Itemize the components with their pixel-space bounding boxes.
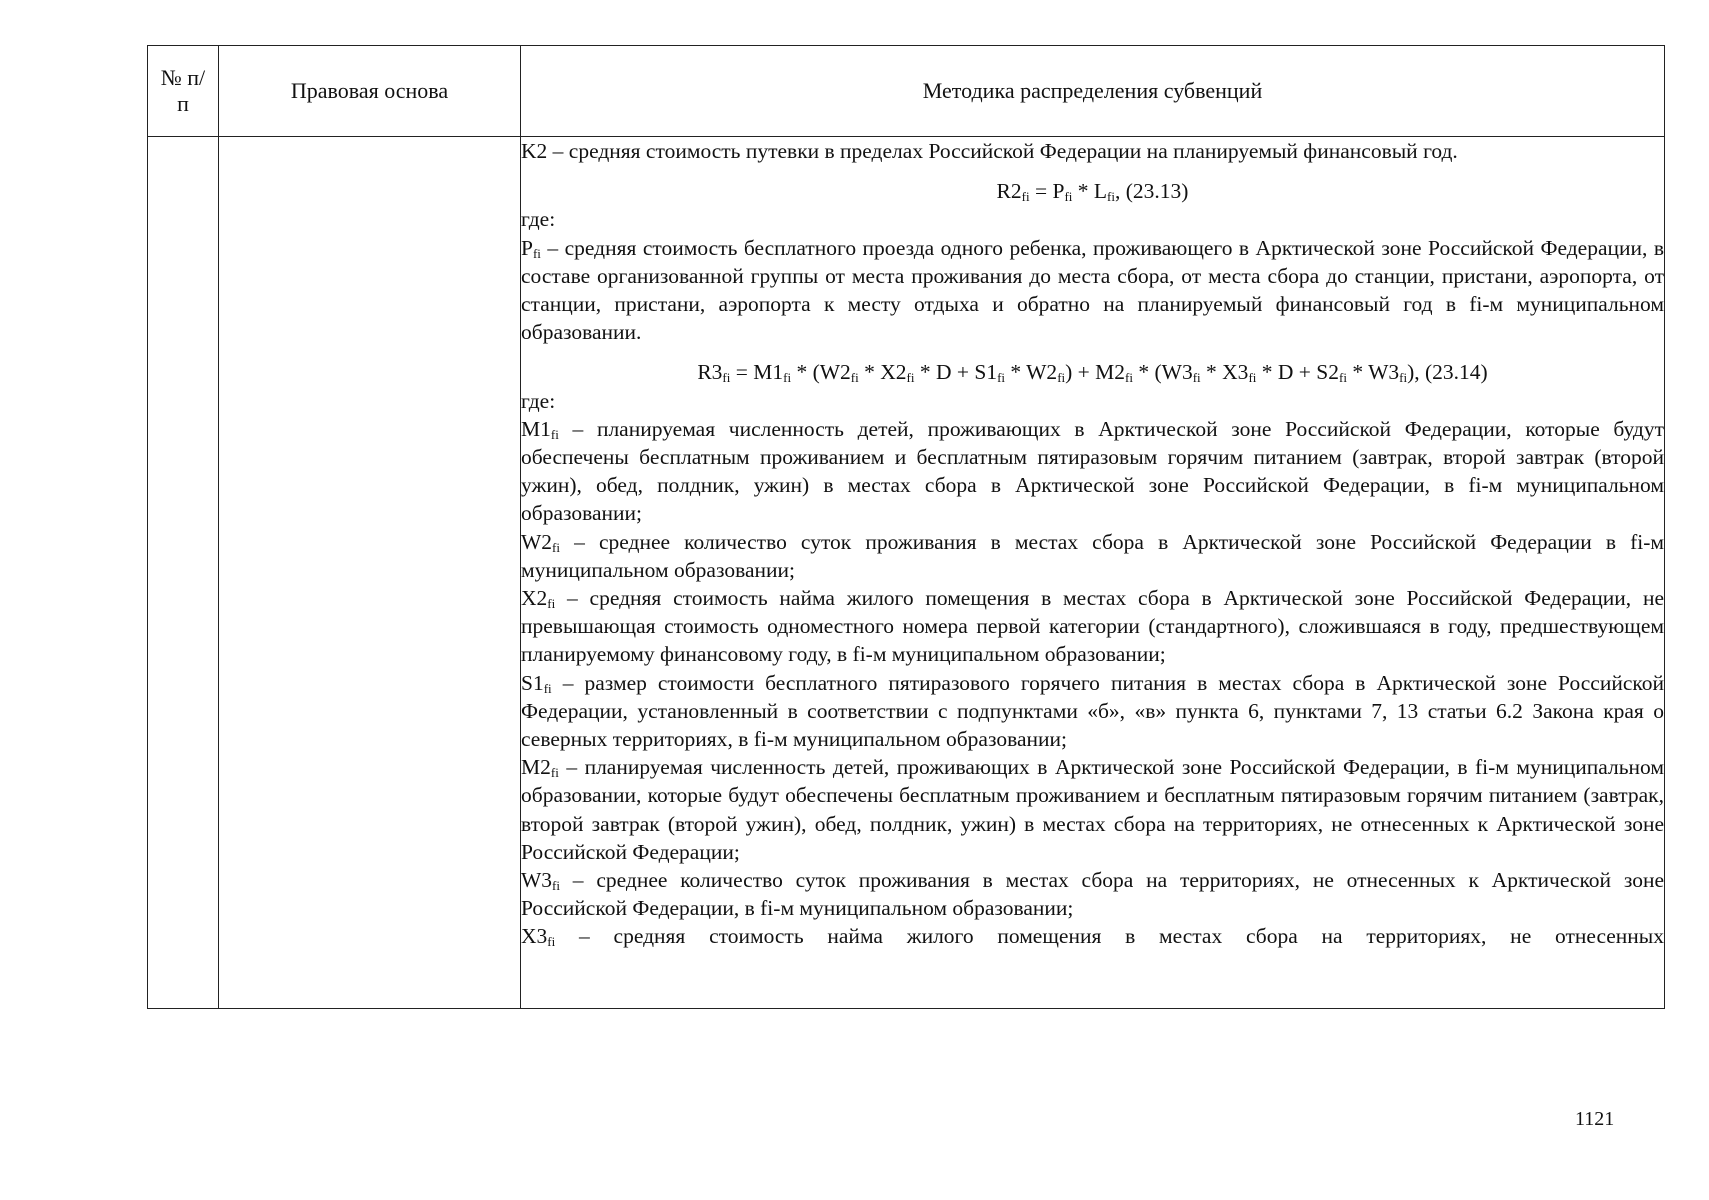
table-row [148,137,1665,1009]
formula-23-14: $R3_{fi} = M1_{fi} * (W2_{fi} * X2_{fi} * D + S1_{fi} * W2_{fi}) + M2_{fi} * (W3_{fi} * X3_{fi} * D + S2_{fi} * W3_{fi})$, (23.14) [697,360,1488,386]
m2-definition: $M2_{fi}$ – планируемая численность детей, проживающих в Арктической зоне Российской Федерации, в fi-м муниципальном образовании, которые будут обеспечены бесплатным проживанием и бесплатным пятиразовым горячим питанием (завтрак, второй завтрак (второй ужин), обед, полдник, ужин) в местах сбора на территориях, не отнесенных к Арктической зоне Российской Федерации; [521,755,1665,864]
x3-definition: $X3_{fi}$ – средняя стоимость найма жилого помещения в местах сбора на территориях, не отнесенных [521,924,1665,950]
cell-legal-basis [219,137,521,1009]
p-definition: $P_{fi}$ – средняя стоимость бесплатного проезда одного ребенка, проживающего в Арктической зоне Российской Федерации, в составе организованной группы от места проживания до места сбора, от места сбора до станции, пристани, аэропорта, от станции, пристани, аэропорта к месту отдыха и обратно на планируемый финансовый год в fi-м муниципальном образовании. [521,235,1665,345]
where-label: где: [521,207,556,232]
where-label: где: [521,388,556,413]
cell-number [148,137,219,1009]
subvention-table [147,45,1665,1009]
formula-23-13: $R2_{fi} = P_{fi} * L_{fi}$, (23.13) [996,179,1189,205]
header-legal-basis: Правовая основа [219,46,521,137]
w2-definition: $W2_{fi}$ – среднее количество суток проживания в местах сбора в Арктической зоне Российской Федерации в fi-м муниципальном образовании; [521,529,1665,582]
x2-definition: $X2_{fi}$ – средняя стоимость найма жилого помещения в местах сбора в Арктической зоне Российской Федерации, не превышающая стоимость одноместного номера первой категории (стандартного), сложившаяся в году, предшествующем планируемому финансовому году, в fi-м муниципальном образовании; [521,586,1665,667]
w3-definition: $W3_{fi}$ – среднее количество суток проживания в местах сбора на территориях, не отнесенных к Арктической зоне Российской Федерации, в fi-м муниципальном образовании; [521,868,1665,921]
page-number: 1121 [1575,1108,1615,1130]
m1-definition: $M1_{fi}$ – планируемая численность детей, проживающих в Арктической зоне Российской Федерации, которые будут обеспечены бесплатным проживанием и бесплатным пятиразовым горячим питанием (завтрак, второй завтрак (второй ужин), обед, полдник, ужин) в местах сбора в Арктической зоне Российской Федерации, в fi-м муниципальном образовании; [521,416,1665,526]
header-method: Методика распределения субвенций [521,46,1665,137]
table-header-row [148,46,1665,137]
header-number: № п/п [148,46,219,137]
cell-method [521,137,1665,1009]
s1-definition: $S1_{fi}$ – размер стоимости бесплатного пятиразового горячего питания в местах сбора в Арктической зоне Российской Федерации, установленный в соответствии с подпунктами «б», «в» пункта 6, пунктами 7, 13 статьи 6.2 Закона края о северных территориях, в fi-м муниципальном образовании; [521,670,1665,752]
k2-definition: K2 – средняя стоимость путевки в пределах Российской Федерации на планируемый финансовый год. [521,139,1458,163]
